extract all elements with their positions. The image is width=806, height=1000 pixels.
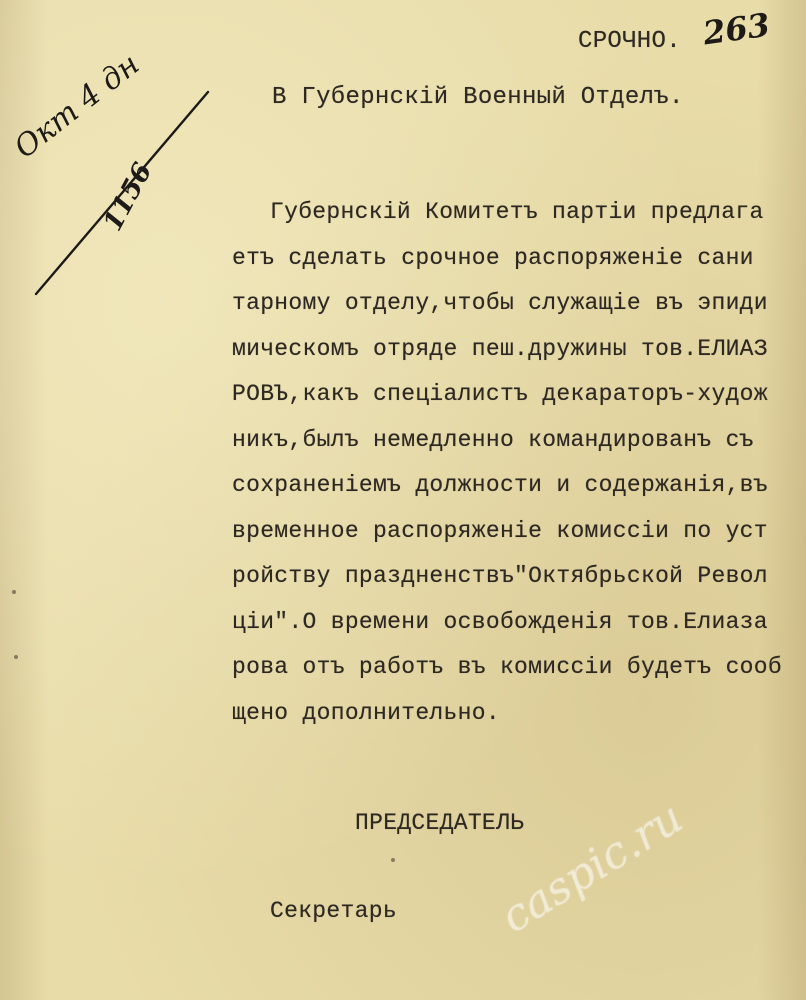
date-annotation-handwritten: Окт 4 дн bbox=[8, 46, 147, 166]
paper-speck bbox=[391, 858, 395, 862]
body-line: никъ,былъ немедленно командированъ съ bbox=[232, 426, 754, 453]
paper-speck bbox=[14, 655, 18, 659]
archive-number-handwritten: 263 bbox=[700, 5, 773, 53]
site-watermark: caspic.ru bbox=[492, 792, 692, 944]
document-body bbox=[232, 190, 782, 736]
body-line: рова отъ работъ въ комиссiи будетъ сооб bbox=[232, 654, 782, 680]
body-line: цiи".О времени освобожденiя тов.Елиаза bbox=[232, 608, 768, 635]
body-line: РОВЪ,какъ спецiалистъ декараторъ-худож bbox=[232, 381, 768, 407]
body-line: мическомъ отряде пеш.дружины тов.ЕЛИАЗ bbox=[232, 335, 768, 362]
body-line: щено дополнительно. bbox=[232, 699, 500, 726]
paper-speck bbox=[12, 590, 16, 594]
body-line: Губернскiй Комитетъ партiи предлага bbox=[270, 199, 764, 225]
urgent-mark: СРОЧНО. bbox=[578, 28, 681, 55]
reference-code-handwritten: 1156 bbox=[98, 158, 159, 237]
body-line: сохраненiемъ должности и содержанiя,въ bbox=[232, 472, 768, 498]
body-line: временное распоряженiе комиссiи по уст bbox=[232, 517, 768, 544]
addressee-line: В Губернскiй Военный Отделъ. bbox=[272, 84, 684, 111]
secretary-signature-line: Секретарь bbox=[270, 898, 397, 924]
body-line: тарному отделу,чтобы служащiе въ эпиди bbox=[232, 290, 768, 316]
body-line: етъ сделать срочное распоряженiе сани bbox=[232, 244, 754, 271]
chairman-signature-line: ПРЕДСЕДАТЕЛЬ bbox=[355, 810, 525, 836]
body-line: ройству праздненствъ"Октябрьской Револ bbox=[232, 563, 768, 589]
